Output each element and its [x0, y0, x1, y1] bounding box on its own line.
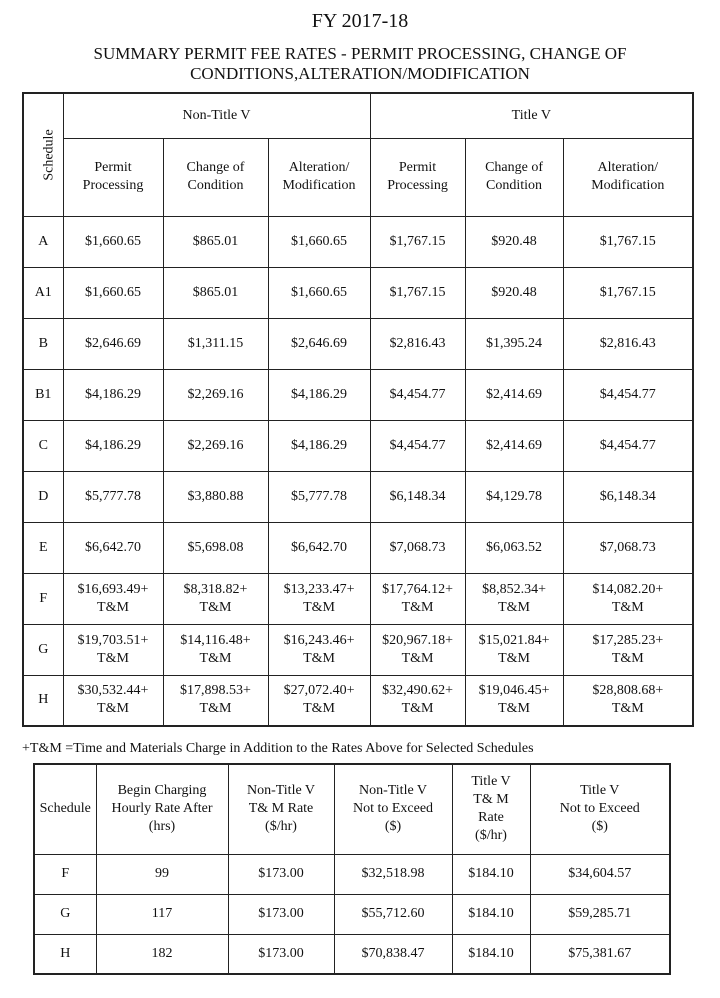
- fee-cell: [63, 675, 163, 726]
- column-header: [228, 764, 334, 854]
- column-header: [465, 138, 563, 216]
- fee-cell: $2,646.69: [63, 318, 163, 369]
- column-header-line: Alteration/: [288, 160, 350, 175]
- column-header-line: ($/hr): [475, 828, 507, 844]
- column-header: [370, 138, 465, 216]
- fee-value: $19,046.45+: [478, 683, 550, 699]
- schedule-cell: A: [23, 216, 63, 267]
- schedule-cell: B1: [23, 369, 63, 420]
- schedule-header: Schedule: [23, 93, 63, 216]
- fee-cell: $920.48: [465, 267, 563, 318]
- column-header-line: Alteration/: [597, 160, 659, 175]
- fee-cell: $4,454.77: [370, 369, 465, 420]
- fee-value: $19,703.51+: [77, 632, 149, 648]
- fee-value: $17,898.53+: [180, 683, 251, 699]
- table-cell: $75,381.67: [530, 934, 670, 974]
- column-header-line: Modification: [591, 178, 665, 193]
- fee-value: $32,490.62+: [382, 683, 453, 699]
- fee-cell: $1,660.65: [63, 267, 163, 318]
- fee-cell: $2,269.16: [163, 420, 268, 471]
- fee-cell: $1,660.65: [268, 267, 370, 318]
- fee-cell: $4,454.77: [370, 420, 465, 471]
- fee-suffix: T&M: [199, 650, 232, 666]
- table-cell: $70,838.47: [334, 934, 452, 974]
- schedule-cell: A1: [23, 267, 63, 318]
- column-header-line: Not to Exceed: [352, 801, 434, 817]
- fee-value: $28,808.68+: [592, 683, 664, 699]
- fee-suffix: T&M: [199, 599, 232, 615]
- table-cell: H: [34, 934, 96, 974]
- table-cell: $59,285.71: [530, 894, 670, 934]
- hourly-table-body: [34, 854, 670, 974]
- fee-cell: $7,068.73: [563, 522, 693, 573]
- fee-cell: $1,767.15: [563, 216, 693, 267]
- fee-cell: $4,454.77: [563, 420, 693, 471]
- table-cell: 117: [96, 894, 228, 934]
- column-header-line: T& M Rate: [248, 801, 314, 817]
- fee-cell: $2,646.69: [268, 318, 370, 369]
- column-header: [63, 138, 163, 216]
- column-header-line: Processing: [387, 178, 448, 193]
- table-row: [23, 267, 693, 318]
- table-cell: F: [34, 854, 96, 894]
- sub-header-row: [23, 138, 693, 216]
- table-row: [23, 624, 693, 675]
- table-row: [23, 522, 693, 573]
- fee-cell: $4,454.77: [563, 369, 693, 420]
- column-header-line: Processing: [82, 178, 144, 193]
- fee-cell: $4,129.78: [465, 471, 563, 522]
- column-header-line: Permit: [94, 160, 132, 175]
- column-header-line: Begin Charging: [117, 783, 207, 799]
- fee-suffix: T&M: [303, 650, 335, 666]
- schedule-cell: E: [23, 522, 63, 573]
- table-row: [34, 894, 670, 934]
- fee-cell: $2,269.16: [163, 369, 268, 420]
- table-cell: 182: [96, 934, 228, 974]
- fee-cell: $3,880.88: [163, 471, 268, 522]
- column-header-line: Rate: [478, 810, 504, 826]
- column-header-line: Condition: [486, 178, 543, 193]
- column-header-line: (hrs): [148, 819, 176, 835]
- fee-suffix: T&M: [97, 650, 129, 666]
- page-subtitle: [0, 44, 720, 84]
- fee-cell: $920.48: [465, 216, 563, 267]
- fee-cell: $865.01: [163, 216, 268, 267]
- fee-value: $13,233.47+: [283, 581, 355, 597]
- column-header-line: Non-Title V: [358, 783, 428, 799]
- table-cell: 99: [96, 854, 228, 894]
- table-cell: $55,712.60: [334, 894, 452, 934]
- fee-cell: [370, 573, 465, 624]
- table-cell: $173.00: [228, 934, 334, 974]
- fee-cell: [465, 624, 563, 675]
- table-cell: G: [34, 894, 96, 934]
- fee-cell: $1,767.15: [370, 267, 465, 318]
- fee-suffix: T&M: [97, 701, 129, 717]
- fee-suffix: T&M: [611, 650, 644, 666]
- fee-cell: $1,660.65: [63, 216, 163, 267]
- column-header-line: Non-Title V: [246, 783, 316, 799]
- column-header: [34, 764, 96, 854]
- column-header: [334, 764, 452, 854]
- column-header: [452, 764, 530, 854]
- column-header-line: Change of: [485, 160, 543, 175]
- fee-cell: [268, 624, 370, 675]
- hourly-rate-table: [33, 763, 671, 975]
- column-header: [563, 138, 693, 216]
- fee-cell: $6,148.34: [370, 471, 465, 522]
- fee-cell: $5,777.78: [268, 471, 370, 522]
- column-header: [163, 138, 268, 216]
- fee-cell: [370, 624, 465, 675]
- fee-suffix: T&M: [97, 599, 129, 615]
- group-header-title-v: Title V: [370, 93, 693, 138]
- column-header-line: Hourly Rate After: [111, 801, 213, 817]
- schedule-cell: F: [23, 573, 63, 624]
- column-header-line: Change of: [186, 160, 245, 175]
- column-header-line: Permit: [398, 160, 437, 175]
- table-cell: $184.10: [452, 894, 530, 934]
- column-header: [268, 138, 370, 216]
- fee-suffix: T&M: [498, 599, 530, 615]
- column-header-line: ($/hr): [265, 819, 297, 835]
- table-row: [23, 318, 693, 369]
- fee-cell: $2,816.43: [370, 318, 465, 369]
- table-row: [23, 420, 693, 471]
- column-header-line: Condition: [187, 178, 244, 193]
- fee-value: $27,072.40+: [283, 683, 355, 699]
- fee-cell: $6,148.34: [563, 471, 693, 522]
- subtitle-line-2: CONDITIONS,ALTERATION/MODIFICATION: [190, 64, 530, 83]
- fee-value: $20,967.18+: [382, 632, 453, 648]
- fee-value: $14,082.20+: [592, 581, 664, 597]
- fee-value: $16,243.46+: [283, 632, 355, 648]
- subtitle-line-1: SUMMARY PERMIT FEE RATES - PERMIT PROCESSING, CHANGE OF: [93, 44, 627, 63]
- fee-cell: $1,767.15: [563, 267, 693, 318]
- fee-value: $8,318.82+: [183, 581, 248, 597]
- table-cell: $32,518.98: [334, 854, 452, 894]
- table-cell: $173.00: [228, 894, 334, 934]
- fee-cell: [465, 573, 563, 624]
- fee-cell: $865.01: [163, 267, 268, 318]
- table-row: [23, 573, 693, 624]
- table-row: [23, 369, 693, 420]
- fee-suffix: T&M: [401, 599, 434, 615]
- fee-suffix: T&M: [199, 701, 232, 717]
- fee-cell: $5,698.08: [163, 522, 268, 573]
- fee-cell: $6,642.70: [63, 522, 163, 573]
- fee-cell: [163, 573, 268, 624]
- fee-cell: $1,395.24: [465, 318, 563, 369]
- fee-cell: $6,063.52: [465, 522, 563, 573]
- fee-cell: [163, 675, 268, 726]
- fee-cell: $4,186.29: [268, 420, 370, 471]
- fee-cell: [63, 573, 163, 624]
- table-row: [34, 934, 670, 974]
- fee-cell: $4,186.29: [268, 369, 370, 420]
- fee-cell: [563, 573, 693, 624]
- column-header-line: ($): [591, 819, 608, 835]
- fee-cell: $5,777.78: [63, 471, 163, 522]
- fee-suffix: T&M: [611, 701, 644, 717]
- column-header: [96, 764, 228, 854]
- table-cell: $34,604.57: [530, 854, 670, 894]
- fee-cell: $4,186.29: [63, 369, 163, 420]
- fee-cell: $2,414.69: [465, 369, 563, 420]
- schedule-cell: G: [23, 624, 63, 675]
- column-header-line: Not to Exceed: [559, 801, 640, 817]
- fee-cell: $2,816.43: [563, 318, 693, 369]
- fee-cell: [63, 624, 163, 675]
- fee-cell: $1,660.65: [268, 216, 370, 267]
- fee-cell: [465, 675, 563, 726]
- table-row: [23, 216, 693, 267]
- table-row: [34, 854, 670, 894]
- permit-fee-table: [22, 92, 694, 727]
- fee-value: $17,285.23+: [592, 632, 664, 648]
- fee-cell: [563, 675, 693, 726]
- column-header-line: Schedule: [39, 801, 91, 817]
- fee-cell: [563, 624, 693, 675]
- table-cell: $173.00: [228, 854, 334, 894]
- fee-suffix: T&M: [401, 701, 434, 717]
- footnote: +T&M =Time and Materials Charge in Addition to the Rates Above for Selected Schedules: [22, 741, 534, 756]
- fee-cell: [268, 675, 370, 726]
- fee-cell: $4,186.29: [63, 420, 163, 471]
- fee-cell: $6,642.70: [268, 522, 370, 573]
- fee-cell: $1,311.15: [163, 318, 268, 369]
- fee-suffix: T&M: [303, 599, 335, 615]
- fee-value: $14,116.48+: [180, 632, 251, 648]
- hourly-header-row: [34, 764, 670, 854]
- schedule-cell: B: [23, 318, 63, 369]
- fee-cell: [163, 624, 268, 675]
- fee-suffix: T&M: [498, 650, 530, 666]
- fee-cell: $7,068.73: [370, 522, 465, 573]
- fee-suffix: T&M: [303, 701, 335, 717]
- column-header-line: Modification: [282, 178, 356, 193]
- fee-cell: [370, 675, 465, 726]
- table-row: [23, 675, 693, 726]
- fee-value: $15,021.84+: [478, 632, 550, 648]
- fee-suffix: T&M: [611, 599, 644, 615]
- fee-value: $16,693.49+: [77, 581, 149, 597]
- column-header: [530, 764, 670, 854]
- fee-value: $30,532.44+: [77, 683, 149, 699]
- column-header-line: ($): [384, 819, 402, 835]
- table-row: [23, 471, 693, 522]
- fee-cell: [268, 573, 370, 624]
- fee-table-body: [23, 216, 693, 726]
- fee-suffix: T&M: [401, 650, 434, 666]
- fee-suffix: T&M: [498, 701, 530, 717]
- fee-cell: $1,767.15: [370, 216, 465, 267]
- fee-value: $8,852.34+: [482, 581, 546, 597]
- schedule-cell: H: [23, 675, 63, 726]
- column-header-line: Title V: [580, 783, 620, 799]
- table-cell: $184.10: [452, 854, 530, 894]
- schedule-cell: C: [23, 420, 63, 471]
- column-header-line: T& M: [473, 792, 509, 808]
- fee-value: $17,764.12+: [382, 581, 453, 597]
- table-cell: $184.10: [452, 934, 530, 974]
- group-header-non-title-v: Non-Title V: [63, 93, 370, 138]
- fee-cell: $2,414.69: [465, 420, 563, 471]
- column-header-line: Title V: [471, 774, 511, 790]
- schedule-cell: D: [23, 471, 63, 522]
- page-title: FY 2017-18: [311, 10, 409, 32]
